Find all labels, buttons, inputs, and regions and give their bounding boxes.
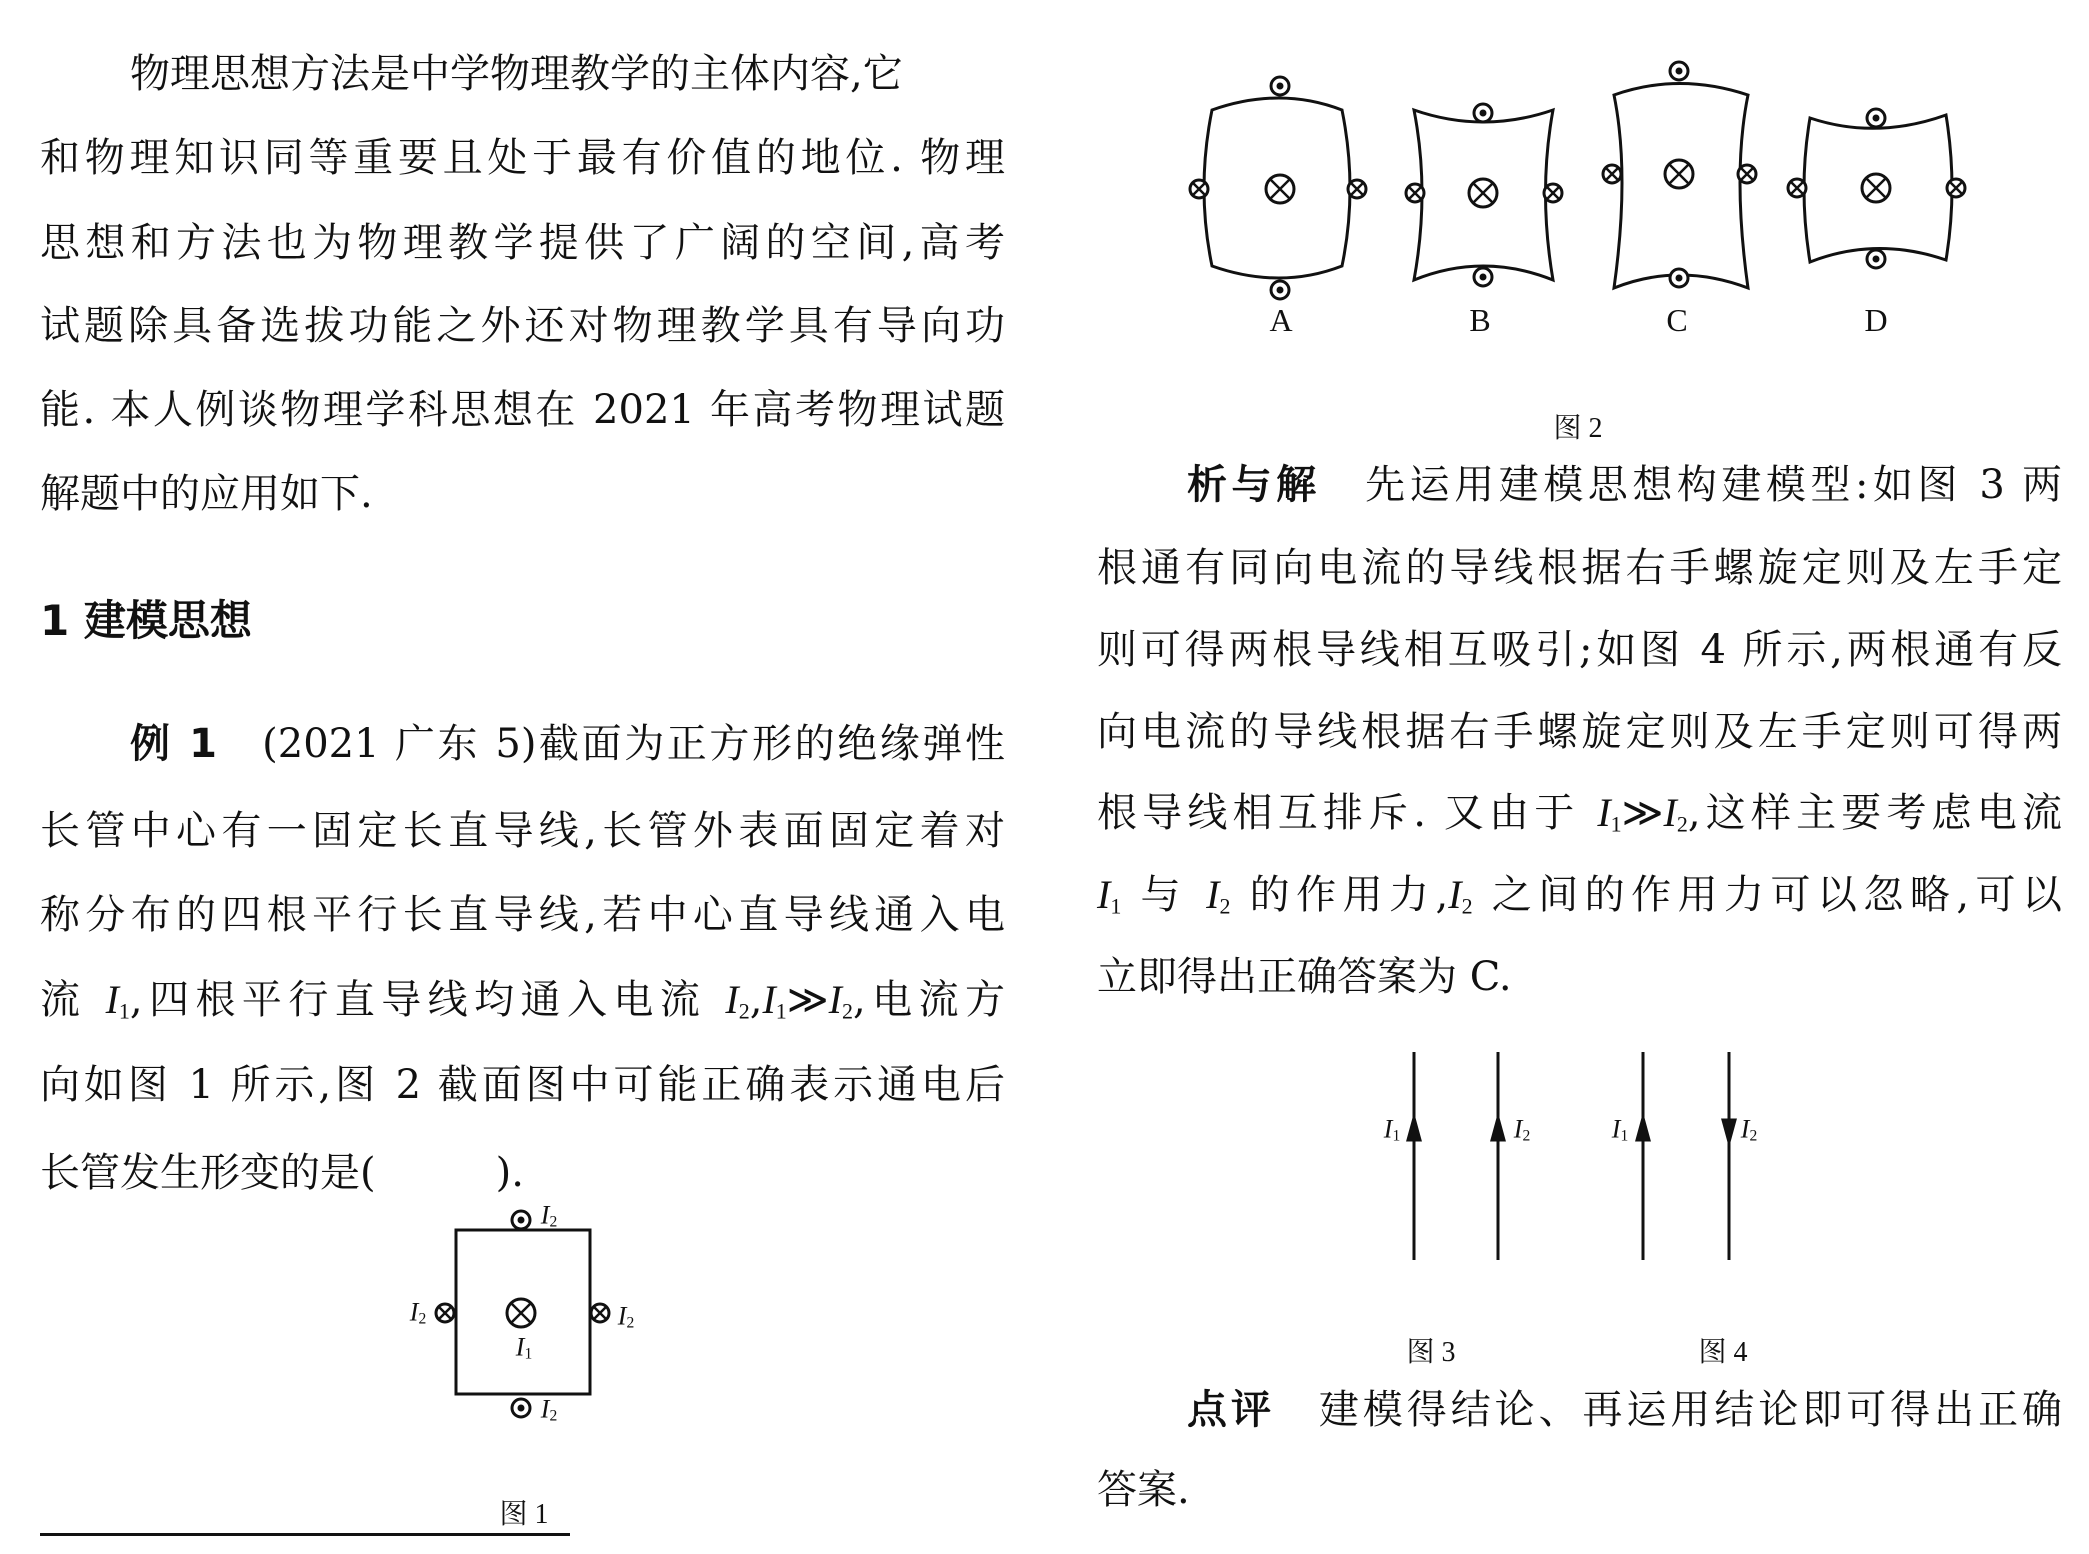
option-a-label: A (1269, 302, 1293, 338)
analysis-line (1187, 459, 2062, 511)
bold-label: 点评 (1187, 1387, 1275, 1433)
figure4-label-i2 (1741, 1114, 1757, 1145)
text-run: , (749, 977, 763, 1023)
center-wire-into-page-icon (1469, 179, 1497, 207)
text-run: 则可得两根导线相互吸引;如图 4 所示,两根通有反 (1097, 627, 2062, 673)
wire-into-page-icon (1788, 179, 1806, 197)
center-wire-into-page-icon (1266, 175, 1294, 203)
option-a-shape (1190, 77, 1366, 299)
text-run: ,四根平行直导线均通入电流 (129, 977, 726, 1023)
text-run: 长管发生形变的是( ). (40, 1150, 524, 1196)
figure4-caption: 图 4 (1698, 1337, 1748, 1368)
text-run: 称分布的四根平行长直导线,若中心直导线通入电 (40, 892, 1005, 938)
wire-into-page-icon (1406, 184, 1424, 202)
math-variable: $I_2$ (617, 1301, 635, 1332)
text-run: ,这样主要考虑电流 (1687, 790, 2062, 836)
math-variable: $I_1$ (105, 977, 130, 1024)
analysis-line (1097, 787, 2062, 839)
wire-out-of-page-icon (1867, 250, 1885, 268)
figure3-label-i1 (1384, 1114, 1400, 1145)
text-run: 物理思想方法是中学物理教学的主体内容,它 (130, 51, 903, 97)
left-wire-into-page-icon (436, 1304, 454, 1322)
arrow-up-icon (1408, 1118, 1420, 1140)
wire-out-of-page-icon (1670, 269, 1688, 287)
text-run: 和物理知识同等重要且处于最有价值的地位. 物理 (40, 135, 1005, 181)
text-run: 建模得结论、再运用结论即可得出正确 (1274, 1387, 2063, 1433)
figure3-label-i2 (1514, 1114, 1530, 1145)
math-variable: $I_2$ (540, 1394, 558, 1425)
math-variable: $I_1$ (515, 1332, 533, 1363)
text-run: (2021 广东 5)截面为正方形的绝缘弹性 (216, 721, 1005, 767)
text-run: 向如图 1 所示,图 2 截面图中可能正确表示通电后 (40, 1062, 1005, 1108)
text-run: 思想和方法也为物理教学提供了广阔的空间,高考 (40, 220, 1005, 266)
analysis-line (1097, 951, 2062, 1003)
text-run: ≫ (1621, 790, 1664, 836)
text-run: 根通有同向电流的导线根据右手螺旋定则及左手定 (1097, 545, 2062, 591)
text-run: ≫ (786, 977, 829, 1023)
math-variable: $I_2$ (1206, 872, 1231, 919)
figure1-top-label (541, 1200, 557, 1231)
figure4-label-i1 (1612, 1114, 1628, 1145)
wire-into-page-icon (1738, 165, 1756, 183)
arrow-up-icon (1637, 1118, 1649, 1140)
math-variable: $I_2$ (409, 1297, 427, 1328)
text-run: ,电流方 (853, 977, 1006, 1023)
option-d-shape (1788, 109, 1965, 268)
wire-out-of-page-icon (1474, 268, 1492, 286)
figure4-diagram (1637, 1052, 1735, 1260)
math-variable: $I_1$ (1611, 1114, 1629, 1145)
section-heading: 1 建模思想 (40, 596, 252, 645)
center-wire-into-page-icon (1665, 160, 1693, 188)
center-wire-into-page-icon (1862, 174, 1890, 202)
text-run: 解题中的应用如下. (40, 471, 373, 517)
figure3-diagram (1408, 1052, 1504, 1260)
option-b-label: B (1469, 302, 1491, 338)
text-run: 的作用力, (1230, 872, 1449, 918)
footnote-divider (40, 1533, 570, 1536)
bold-label: 析与解 (1187, 462, 1321, 508)
text-run: 长管中心有一固定长直导线,长管外表面固定着对 (40, 808, 1005, 854)
analysis-line (1097, 542, 2062, 594)
math-variable: $I_1$ (1597, 790, 1622, 837)
analysis-line (1097, 869, 2062, 921)
text-run: 先运用建模思想构建模型:如图 3 两 (1320, 462, 2063, 508)
comment-line (1097, 1464, 2062, 1516)
arrow-up-icon (1492, 1118, 1504, 1140)
wire-into-page-icon (1947, 179, 1965, 197)
math-variable: $I_2$ (1448, 872, 1473, 919)
option-c-label: C (1666, 302, 1688, 338)
wire-out-of-page-icon (1271, 77, 1289, 95)
top-wire-out-of-page-icon (512, 1211, 530, 1229)
math-variable: $I_1$ (762, 977, 787, 1024)
option-d-label: D (1864, 302, 1888, 338)
analysis-line (1097, 706, 2062, 758)
wire-out-of-page-icon (1867, 109, 1885, 127)
bold-label: 例 1 (130, 721, 217, 767)
wire-out-of-page-icon (1271, 281, 1289, 299)
wire-into-page-icon (1348, 180, 1366, 198)
text-run: 答案. (1097, 1467, 1190, 1513)
math-variable: $I_2$ (1663, 790, 1688, 837)
figure1-caption: 图 1 (499, 1499, 549, 1530)
figure2-caption: 图 2 (1553, 413, 1603, 444)
text-run: 之间的作用力可以忽略,可以 (1472, 872, 2062, 918)
text-run: 与 (1121, 872, 1207, 918)
text-run: 试题除具备选拔功能之外还对物理教学具有导向功 (40, 303, 1005, 349)
center-wire-into-page-icon (507, 1299, 535, 1327)
math-variable: $I_2$ (725, 977, 750, 1024)
wire-into-page-icon (1603, 165, 1621, 183)
text-run: 根导线相互排斥. 又由于 (1097, 790, 1598, 836)
option-c-shape (1603, 62, 1756, 288)
math-variable: $I_2$ (1740, 1114, 1758, 1145)
analysis-line (1097, 624, 2062, 676)
math-variable: $I_2$ (1513, 1114, 1531, 1145)
wire-into-page-icon (1544, 184, 1562, 202)
comment-line (1187, 1384, 2062, 1436)
text-run: 向电流的导线根据右手螺旋定则及左手定则可得两 (1097, 709, 2062, 755)
option-b-shape (1406, 104, 1562, 286)
wire-out-of-page-icon (1670, 62, 1688, 80)
wire-into-page-icon (1190, 180, 1208, 198)
math-variable: $I_2$ (540, 1200, 558, 1231)
figure3-caption: 图 3 (1406, 1337, 1456, 1368)
math-variable: $I_2$ (828, 977, 853, 1024)
figure1-left-label (410, 1297, 426, 1328)
arrow-down-icon (1723, 1120, 1735, 1142)
text-run: 立即得出正确答案为 C. (1097, 954, 1512, 1000)
figure1-bottom-label (541, 1394, 557, 1425)
bottom-wire-out-of-page-icon (512, 1399, 530, 1417)
figure1-diagram (436, 1211, 609, 1417)
math-variable: $I_1$ (1097, 872, 1122, 919)
figure1-right-label (618, 1301, 634, 1332)
figure1-center-label (516, 1332, 532, 1363)
text-run: 流 (40, 977, 106, 1023)
math-variable: $I_1$ (1383, 1114, 1401, 1145)
right-wire-into-page-icon (591, 1304, 609, 1322)
wire-out-of-page-icon (1474, 104, 1492, 122)
text-run: 能. 本人例谈物理学科思想在 2021 年高考物理试题 (40, 387, 1005, 433)
